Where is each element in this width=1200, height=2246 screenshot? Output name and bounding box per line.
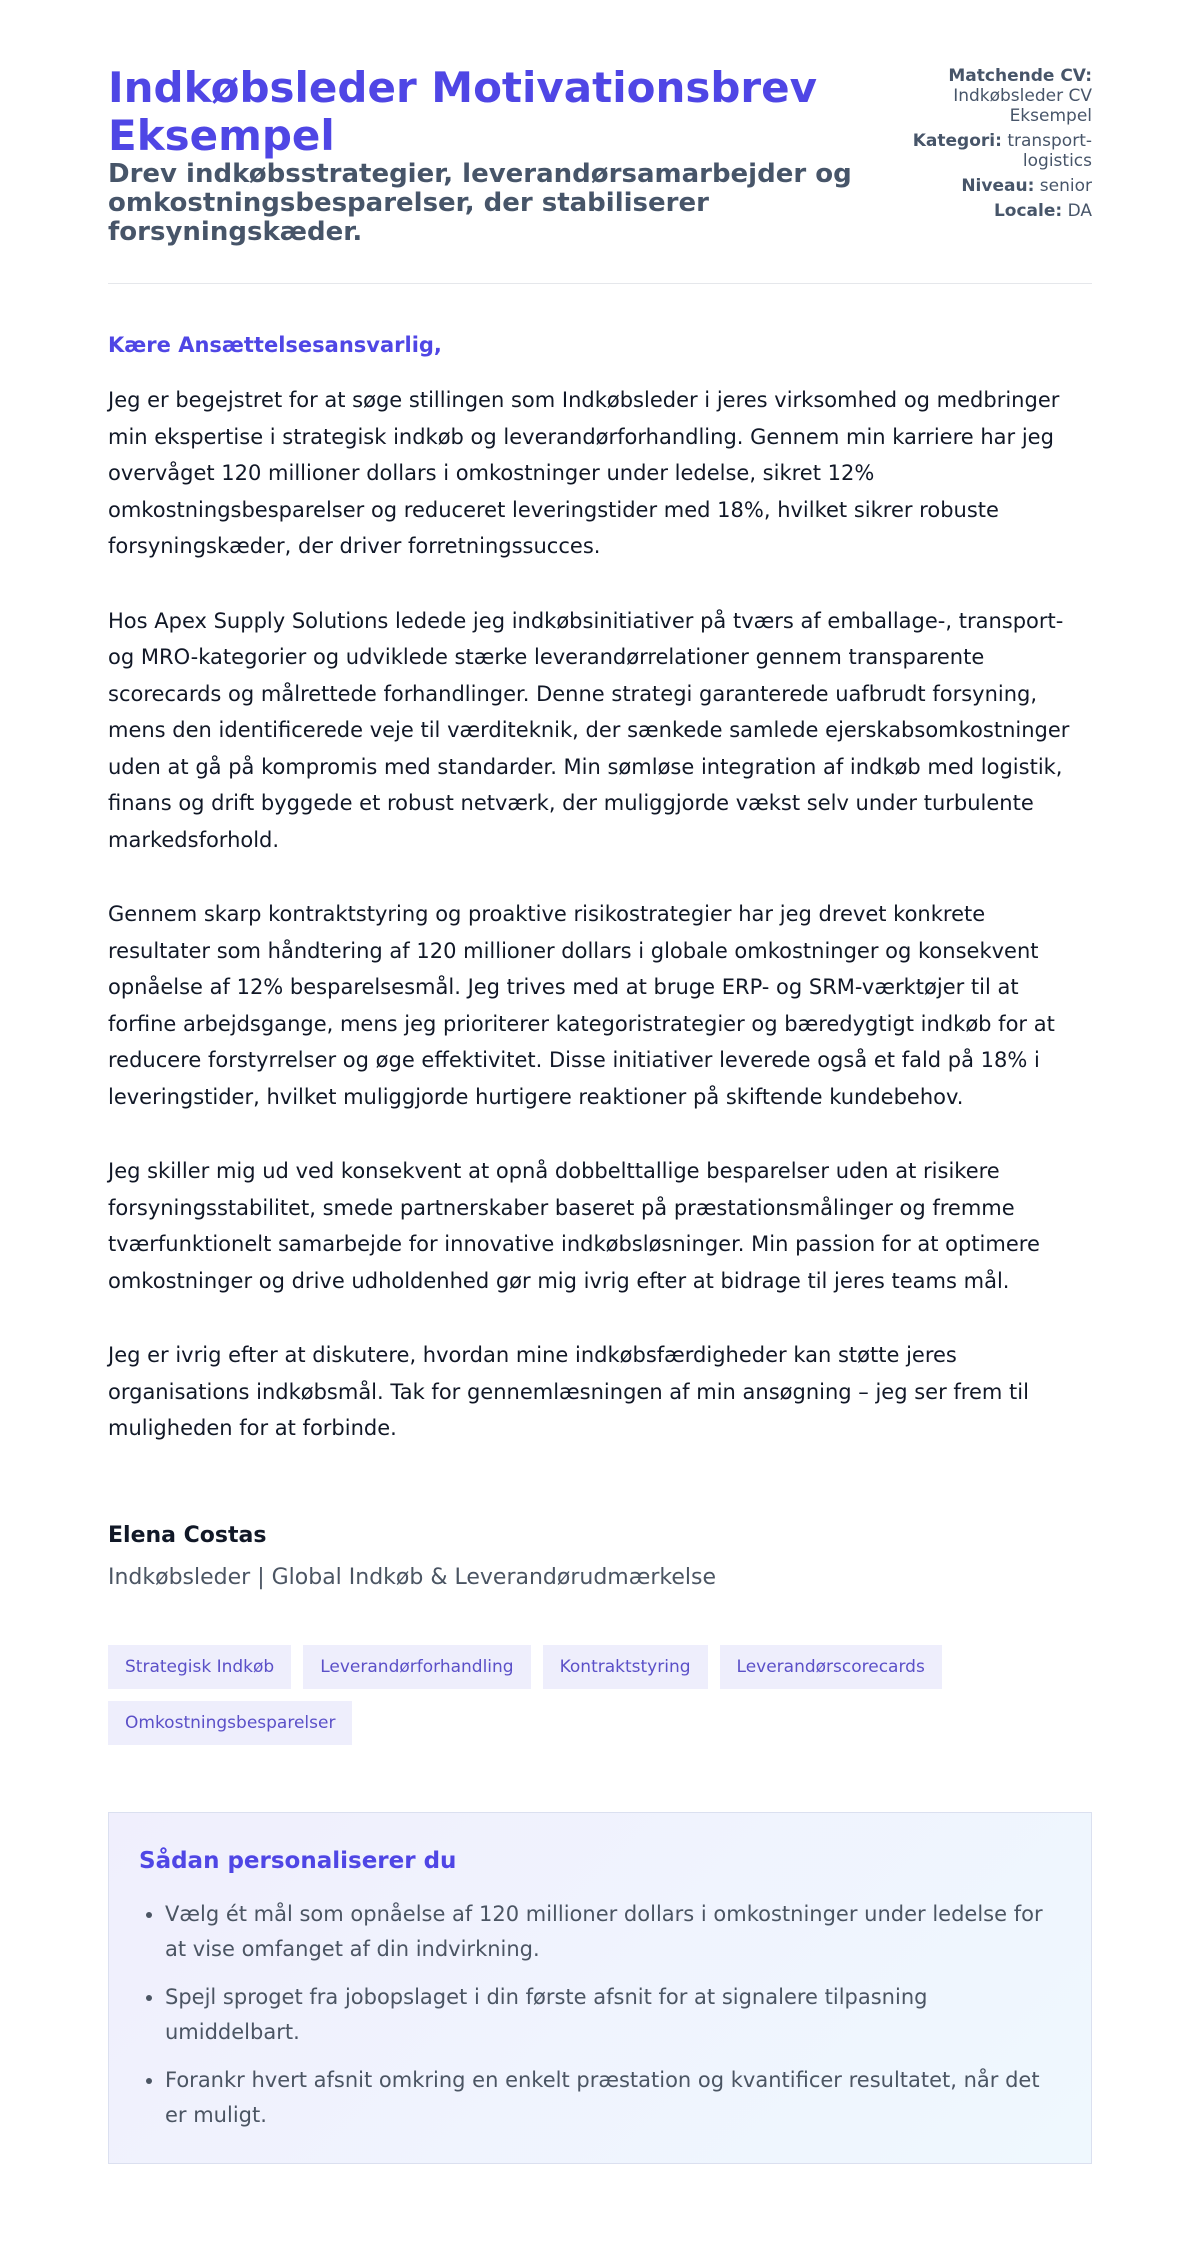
skill-tag: Leverandørforhandling <box>303 1645 530 1689</box>
signature-name: Elena Costas <box>108 1522 267 1548</box>
page-title: Indkøbsleder Motivationsbrev Eksempel <box>108 63 817 160</box>
letter-paragraph-1: Jeg er begejstret for at søge stillingen som Indkøbsleder i jeres virksomhed og medbringer min ekspertise i strategisk indkøb og leverandørforhandling. Gennem min karriere har jeg overvåget 120 millioner dollars i omkostninger under ledelse, sikret 12% omkostningsbesparelser og reduceret leveringstider med 18%, hvilket sikrer robuste forsyningskæder, der driver forretningssucces. <box>108 388 1060 558</box>
skill-tags <box>108 1645 1092 1745</box>
meta-level-value: senior <box>1039 176 1092 196</box>
letter-greeting: Kære Ansættelsesansvarlig, <box>108 333 442 357</box>
meta-category <box>892 131 1092 171</box>
letter-paragraph-5: Jeg er ivrig efter at diskutere, hvordan mine indkøbsfærdigheder kan støtte jeres organisations indkøbsmål. Tak for gennemlæsningen af min ansøgning – jeg ser frem til muligheden for at forbinde. <box>108 1343 1029 1440</box>
letter-paragraph-3: Gennem skarp kontraktstyring og proaktive risikostrategier har jeg drevet konkrete resultater som håndtering af 120 millioner dollars i globale omkostninger og konsekvent opnåelse af 12% besparelsesmål. Jeg trives med at bruge ERP- og SRM-værktøjer til at forfine arbejdsgange, mens jeg prioriterer kategoristrategier og bæredygtigt indkøb for at reducere forstyrrelser og øge effektivitet. Disse initiativer leverede også et fald på 18% i leveringstider, hvilket muliggjorde hurtigere reaktioner på skiftende kundebehov. <box>108 902 1055 1109</box>
meta-locale <box>892 201 1092 221</box>
meta-category-value: transport-logistics <box>1007 131 1092 171</box>
header-titles <box>108 64 868 247</box>
letter-paragraph-4: Jeg skiller mig ud ved konsekvent at opnå dobbelttallige besparelser uden at risikere forsyningsstabilitet, smede partnerskaber baseret på præstationsmålinger og fremme tværfunktionelt samarbejde for innovative indkøbsløsninger. Min passion for at optimere omkostninger og drive udholdenhed gør mig ivrig efter at bidrage til jeres teams mål. <box>108 1159 1040 1293</box>
tip-item: • Spejl sproget fra jobopslaget i din første afsnit for at signalere tilpasning umiddelbart. <box>165 1980 1061 2050</box>
tips-title: Sådan personaliserer du <box>139 1847 457 1874</box>
personalization-tips-box <box>108 1812 1092 2164</box>
skill-tag: Kontraktstyring <box>543 1645 708 1689</box>
meta-panel <box>892 66 1092 226</box>
header <box>108 64 1092 247</box>
skill-tag: Strategisk Indkøb <box>108 1645 291 1689</box>
meta-level <box>892 176 1092 196</box>
meta-level-label: Niveau: <box>961 176 1035 196</box>
header-divider <box>108 283 1092 284</box>
meta-matching-cv-label: Matchende CV: <box>948 66 1092 86</box>
meta-locale-label: Locale: <box>993 201 1063 221</box>
tip-item: • Vælg ét mål som opnåelse af 120 millioner dollars i omkostninger under ledelse for at vise omfanget af din indvirkning. <box>165 1897 1061 1967</box>
letter-paragraph-2: Hos Apex Supply Solutions ledede jeg indkøbsinitiativer på tværs af emballage-, transport- og MRO-kategorier og udviklede stærke leverandørrelationer gennem transparente scorecards og målrettede forhandlinger. Denne strategi garanterede uafbrudt forsyning, mens den identificerede veje til værditeknik, der sænkede samlede ejerskabsomkostninger uden at gå på kompromis med standarder. Min sømløse integration af indkøb med logistik, finans og drift byggede et robust netværk, der muliggjorde vækst selv under turbulente markedsforhold. <box>108 608 1070 852</box>
cover-letter-page <box>108 64 1092 2164</box>
meta-category-label: Kategori: <box>912 131 1002 151</box>
tip-item: • Forankr hvert afsnit omkring en enkelt præstation og kvantificer resultatet, når det er muligt. <box>165 2063 1061 2133</box>
skill-tag: Leverandørscorecards <box>720 1645 942 1689</box>
tips-list <box>139 1897 1061 2133</box>
meta-locale-value: DA <box>1067 201 1092 221</box>
meta-matching-cv <box>892 66 1092 126</box>
page-subtitle: Drev indkøbsstrategier, leverandørsamarbejder og omkostningsbesparelser, der stabiliserer forsyningskæder. <box>108 159 852 247</box>
meta-matching-cv-value[interactable]: Indkøbsleder CV Eksempel <box>953 86 1092 126</box>
skill-tag: Omkostningsbesparelser <box>108 1701 352 1745</box>
signature-role: Indkøbsleder | Global Indkøb & Leverandørudmærkelse <box>108 1564 716 1590</box>
